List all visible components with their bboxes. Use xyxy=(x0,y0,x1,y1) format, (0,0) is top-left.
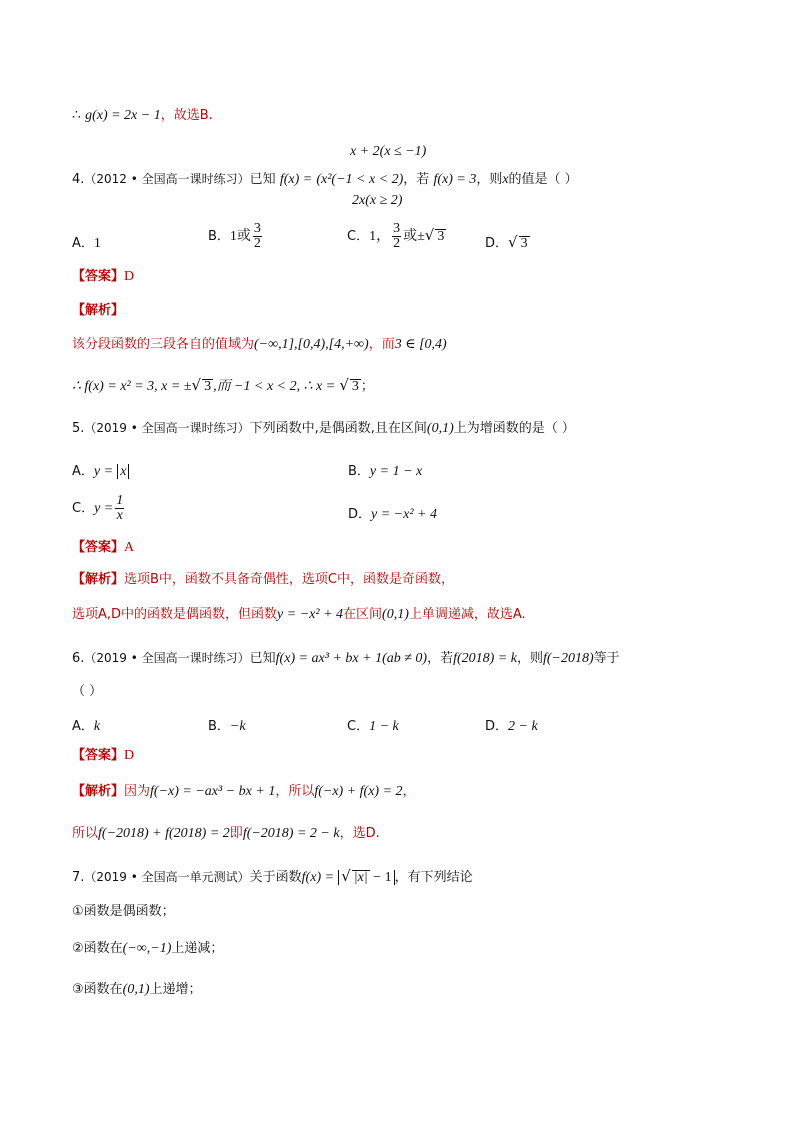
q4-analysis-line-2: ∴ f(x) = x² = 3, x = ±√ 3 ,而 −1 < x < 2, ∴ x = √ 3 ； xyxy=(72,376,374,394)
q7-conclusion-1: ①函数是偶函数； xyxy=(72,904,175,919)
q4-option-c[interactable]: C．1， $\frac{3}{2}$ 或±√ 3 xyxy=(347,221,445,251)
q5-option-c[interactable]: C．y = $\frac{1}{x}$ xyxy=(72,493,124,523)
q4-option-a[interactable]: A．1 xyxy=(72,236,101,251)
q4-piece-top: x + 2(x ≤ −1) xyxy=(350,144,427,159)
fraction: $\frac{3}{2}$ xyxy=(393,221,401,251)
q4-stem: 4.（2012 • 全国高一课时练习）已知 f(x) = (x²(−1 < x < 2)，若 f(x) = 3，则x的值是（ ） xyxy=(72,172,578,187)
prev-conclusion: ∴ g(x) = 2x − 1，故选B. xyxy=(72,108,213,123)
q5-analysis-line-1: 【解析】选项B中，函数不具备奇偶性，选项C中，函数是奇函数， xyxy=(72,572,455,587)
abs-value: √ |x| − 1 xyxy=(338,870,394,885)
q4-piece-bot: 2x(x ≥ 2) xyxy=(352,193,403,208)
sqrt-icon: √ xyxy=(339,376,349,394)
sqrt-icon: √ xyxy=(341,867,351,885)
q4-analysis-line-1: 该分段函数的三段各自的值域为(−∞,1],[0,4),[4,+∞)，而3 ∈ [0,4) xyxy=(72,337,447,352)
fraction: $\frac{3}{2}$ xyxy=(253,221,261,251)
q5-stem: 5.（2019 • 全国高一课时练习）下列函数中,是偶函数,且在区间(0,1)上为增函数的是（ ） xyxy=(72,421,575,436)
q7-conclusion-3: ③函数在(0,1)上递增； xyxy=(72,982,202,997)
q5-option-d[interactable]: D．y = −x² + 4 xyxy=(348,507,437,522)
q6-stem: 6.（2019 • 全国高一课时练习）已知f(x) = ax³ + bx + 1(ab ≠ 0)，若f(2018) = k，则f(−2018)等于 xyxy=(72,651,620,666)
q6-analysis-line-1: 【解析】因为f(−x) = −ax³ − bx + 1，所以f(−x) + f(x) = 2， xyxy=(72,784,416,799)
q6-answer: 【答案】D xyxy=(72,748,135,763)
q6-paren: （ ） xyxy=(72,684,103,699)
q5-analysis-line-2: 选项A,D中的函数是偶函数，但函数y = −x² + 4在区间(0,1)上单调递减，故选A. xyxy=(72,607,526,622)
q5-option-b[interactable]: B．y = 1 − x xyxy=(348,464,423,479)
fraction: $\frac{1}{x}$ xyxy=(116,493,124,523)
q6-option-a[interactable]: A．k xyxy=(72,719,101,734)
q5-option-a[interactable]: A．y = x xyxy=(72,460,129,480)
q4-answer: 【答案】D xyxy=(72,269,135,284)
sqrt-icon: √ xyxy=(508,233,518,251)
q4-option-d[interactable]: D．√ 3 xyxy=(485,233,528,251)
q6-option-d[interactable]: D．2 − k xyxy=(485,719,538,734)
q4-analysis-label: 【解析】 xyxy=(72,303,125,318)
q6-option-b[interactable]: B．−k xyxy=(208,719,246,734)
q5-answer: 【答案】A xyxy=(72,540,135,555)
sqrt-icon: √ xyxy=(424,226,435,244)
q6-option-c[interactable]: C．1 − k xyxy=(347,719,399,734)
sqrt-icon: √ xyxy=(191,376,202,394)
q4-option-b[interactable]: B．1或 $\frac{3}{2}$ xyxy=(208,221,261,251)
q7-stem: 7.（2019 • 全国高一单元测试）关于函数f(x) = √ |x| − 1 ，有下列结论 xyxy=(72,867,473,885)
q7-conclusion-2: ②函数在(−∞,−1)上递减； xyxy=(72,941,224,956)
q6-analysis-line-2: 所以f(−2018) + f(2018) = 2即f(−2018) = 2 − k，选D. xyxy=(72,826,380,841)
